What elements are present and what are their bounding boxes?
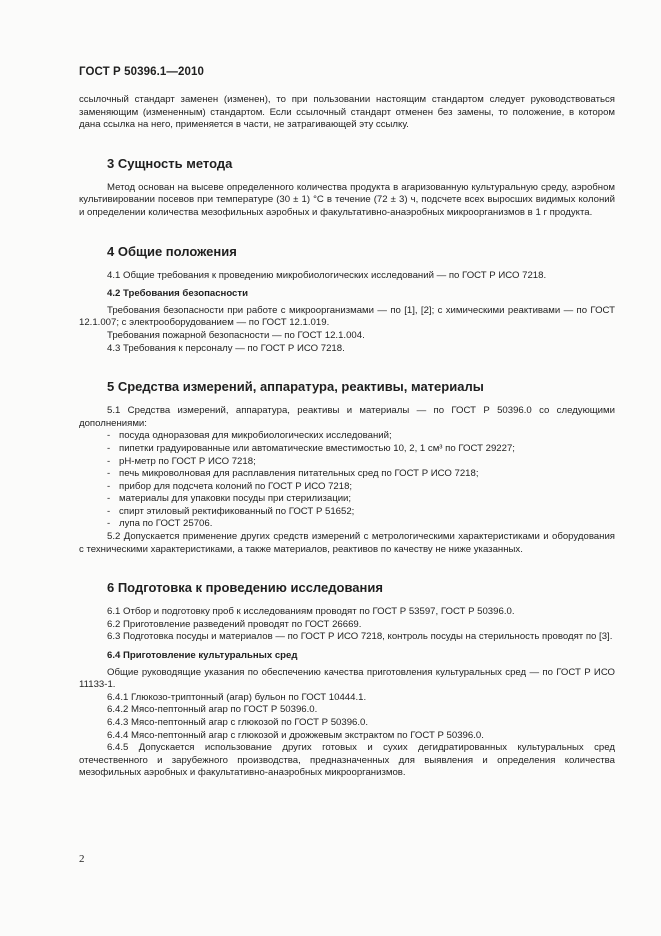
- list-item: - печь микроволновая для расплавления питательных сред по ГОСТ Р ИСО 7218;: [107, 468, 615, 481]
- clause-5-1: 5.1 Средства измерений, аппаратура, реактивы и материалы — по ГОСТ Р 50396.0 со следующими дополнениями:: [79, 405, 615, 429]
- list-item: - лупа по ГОСТ 25706.: [107, 518, 615, 531]
- page-number: 2: [79, 853, 85, 865]
- list-item: - посуда одноразовая для микробиологических исследований;: [107, 430, 615, 443]
- list-item: - спирт этиловый ректификованный по ГОСТ Р 51652;: [107, 506, 615, 519]
- list-item: - пипетки градуированные или автоматические вместимостью 10, 2, 1 см³ по ГОСТ 29227;: [107, 443, 615, 456]
- clause-5-2: 5.2 Допускается применение других средств измерений с метрологическими характеристиками и оборудования с техническими характеристиками, а также материалов, реактивов по качеству не ниже указанных.: [79, 531, 615, 555]
- section-3-title: 3 Сущность метода: [107, 155, 233, 171]
- clause-6-4-text: Общие руководящие указания по обеспечению качества приготовления культуральных сред — по ГОСТ Р ИСО 11133-1.: [79, 666, 615, 691]
- clause-6-1: 6.1 Отбор и подготовку проб к исследованиям проводят по ГОСТ Р 53597, ГОСТ Р 50396.0.: [107, 606, 515, 618]
- clause-6-3: 6.3 Подготовка посуды и материалов — по ГОСТ Р ИСО 7218, контроль посуды на стерильность проводят по [3].: [107, 631, 613, 643]
- list-item: - рН-метр по ГОСТ Р ИСО 7218;: [107, 456, 615, 469]
- section-3-paragraph: Метод основан на высеве определенного количества продукта в агаризованную культуральную среду, аэробном культивировании посевов при температуре (30 ± 1) °С в течение (72 ± 3) ч, подсчете всех выросших видимых колоний и определении количества мезофильных аэробных и факультативно-анаэробных микроорганизмов в 1 г продукта.: [79, 181, 615, 218]
- clause-6-4-5: 6.4.5 Допускается использование других готовых и сухих дегидратированных культуральных сред отечественного и зарубежного производства, предназначенных для выявления и определения количества мезофильных аэробных и факультативно-анаэробных микроорганизмов.: [79, 742, 615, 779]
- page-body: [79, 94, 615, 780]
- list-item: - материалы для упаковки посуды при стерилизации;: [107, 493, 615, 506]
- section-6-title: 6 Подготовка к проведению исследования: [107, 580, 383, 596]
- equipment-list: [79, 430, 615, 531]
- clause-6-4-heading: 6.4 Приготовление культуральных сред: [107, 650, 298, 662]
- section-5-title: 5 Средства измерений, аппаратура, реактивы, материалы: [107, 379, 484, 395]
- clause-6-4-4: 6.4.4 Мясо-пептонный агар с глюкозой и дрожжевым экстрактом по ГОСТ Р 50396.0.: [107, 729, 484, 741]
- clause-4-3: 4.3 Требования к персоналу — по ГОСТ Р ИСО 7218.: [107, 342, 345, 354]
- clause-4-1: 4.1 Общие требования к проведению микробиологических исследований — по ГОСТ Р ИСО 7218.: [107, 269, 547, 281]
- running-header: ГОСТ Р 50396.1—2010: [79, 66, 204, 78]
- clause-4-2-fire: Требования пожарной безопасности — по ГОСТ 12.1.004.: [107, 329, 365, 341]
- clause-4-2-text: Требования безопасности при работе с микроорганизмами — по [1], [2]; с химическими реактивами — по ГОСТ 12.1.007; с электрооборудованием — по ГОСТ 12.1.019.: [79, 304, 615, 329]
- list-item: - прибор для подсчета колоний по ГОСТ Р ИСО 7218;: [107, 481, 615, 494]
- section-4-title: 4 Общие положения: [107, 243, 237, 259]
- clause-6-4-2: 6.4.2 Мясо-пептонный агар по ГОСТ Р 50396.0.: [107, 704, 318, 716]
- clause-4-2-heading: 4.2 Требования безопасности: [107, 288, 248, 300]
- clause-6-4-3: 6.4.3 Мясо-пептонный агар с глюкозой по ГОСТ Р 50396.0.: [107, 717, 369, 728]
- intro-paragraph: ссылочный стандарт заменен (изменен), то при пользовании настоящим стандартом следует руководствоваться заменяющим (измененным) стандартом. Если ссылочный стандарт отменен без замены, то положение, в котором дана ссылка на него, применяется в части, не затрагивающей эту ссылку.: [79, 94, 615, 131]
- clause-6-4-1: 6.4.1 Глюкозо-триптонный (агар) бульон по ГОСТ 10444.1.: [107, 691, 367, 703]
- clause-6-2: 6.2 Приготовление разведений проводят по ГОСТ 26669.: [107, 618, 362, 630]
